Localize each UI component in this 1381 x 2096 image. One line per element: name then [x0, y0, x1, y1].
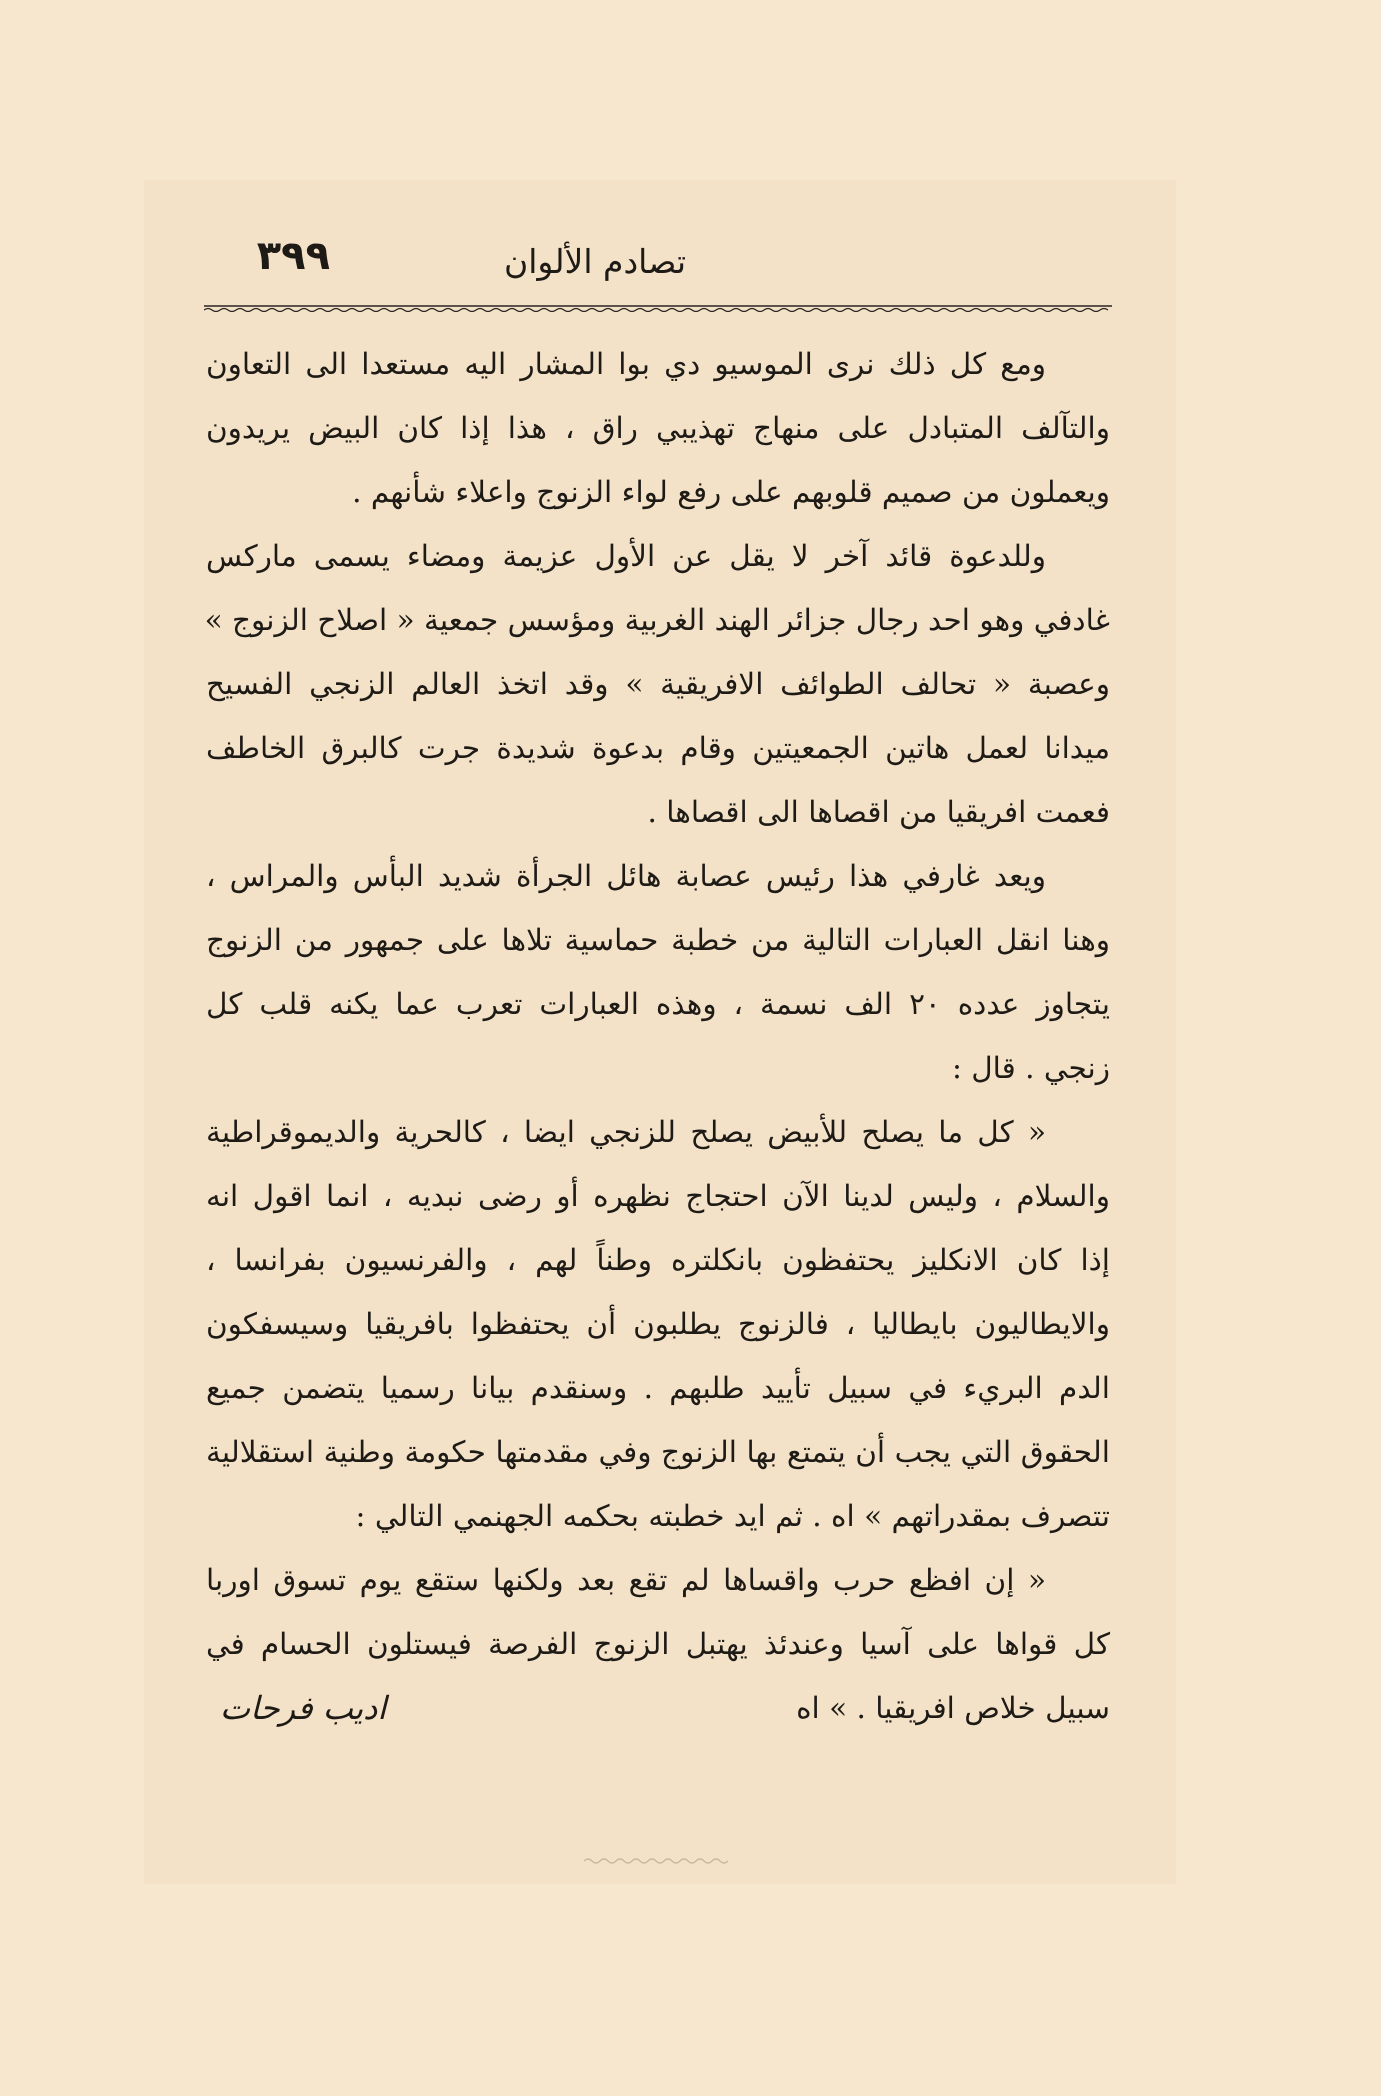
- text-line: تتصرف بمقدراتهم » اه . ثم ايد خطبته بحكمه الجهنمي التالي :: [355, 1499, 1110, 1533]
- text-line: ويعد غارفي هذا رئيس عصابة هائل الجرأة شديد البأس والمراس ،: [206, 859, 1046, 893]
- page-number: ٣٩٩: [256, 233, 330, 279]
- text-line: والايطاليون بايطاليا ، فالزنوج يطلبون أن يحتفظوا بافريقيا وسيسفكون: [206, 1307, 1110, 1341]
- text-line: إذا كان الانكليز يحتفظون بانكلتره وطناً لهم ، والفرنسيون بفرانسا ،: [206, 1243, 1110, 1277]
- text-line: الحقوق التي يجب أن يتمتع بها الزنوج وفي مقدمتها حكومة وطنية استقلالية: [206, 1435, 1110, 1469]
- text-line: الدم البريء في سبيل تأييد طلبهم . وسنقدم بيانا رسميا يتضمن جميع: [206, 1371, 1110, 1405]
- page-header: [206, 232, 1110, 302]
- running-title: تصادم الألوان: [504, 242, 686, 281]
- author-signature: اديب فرحات: [220, 1689, 387, 1727]
- book-page: [144, 180, 1176, 1884]
- header-rule: [204, 304, 1112, 312]
- text-line: « إن افظع حرب واقساها لم تقع بعد ولكنها ستقع يوم تسوق اوربا: [206, 1563, 1046, 1597]
- footer-ornament: [584, 1856, 734, 1866]
- body-text: [206, 332, 1110, 1740]
- text-line: زنجي . قال :: [951, 1051, 1110, 1085]
- text-line: ميدانا لعمل هاتين الجمعيتين وقام بدعوة شديدة جرت كالبرق الخاطف: [206, 731, 1110, 765]
- text-line: ومع كل ذلك نرى الموسيو دي بوا المشار اليه مستعدا الى التعاون: [206, 347, 1046, 381]
- text-line: سبيل خلاص افريقيا . » اه: [796, 1691, 1110, 1725]
- text-line: وعصبة « تحالف الطوائف الافريقية » وقد اتخذ العالم الزنجي الفسيح: [206, 667, 1110, 701]
- text-line: وللدعوة قائد آخر لا يقل عن الأول عزيمة ومضاء يسمى ماركس: [206, 539, 1046, 573]
- text-line: وهنا انقل العبارات التالية من خطبة حماسية تلاها على جمهور من الزنوج: [206, 923, 1110, 957]
- text-line: يتجاوز عدده ٢٠ الف نسمة ، وهذه العبارات تعرب عما يكنه قلب كل: [206, 987, 1110, 1021]
- text-line: والتآلف المتبادل على منهاج تهذيبي راق ، هذا إذا كان البيض يريدون: [206, 411, 1110, 445]
- text-line: كل قواها على آسيا وعندئذ يهتبل الزنوج الفرصة فيستلون الحسام في: [206, 1627, 1110, 1661]
- text-line: ويعملون من صميم قلوبهم على رفع لواء الزنوج واعلاء شأنهم .: [352, 475, 1110, 509]
- text-line: « كل ما يصلح للأبيض يصلح للزنجي ايضا ، كالحرية والديموقراطية: [206, 1115, 1047, 1149]
- text-line: غادفي وهو احد رجال جزائر الهند الغربية ومؤسس جمعية « اصلاح الزنوج »: [204, 603, 1110, 637]
- text-line: والسلام ، وليس لدينا الآن احتجاج نظهره أو رضى نبديه ، انما اقول انه: [206, 1179, 1110, 1213]
- closing-line: [206, 1676, 1110, 1740]
- text-line: فعمت افريقيا من اقصاها الى اقصاها .: [647, 795, 1110, 829]
